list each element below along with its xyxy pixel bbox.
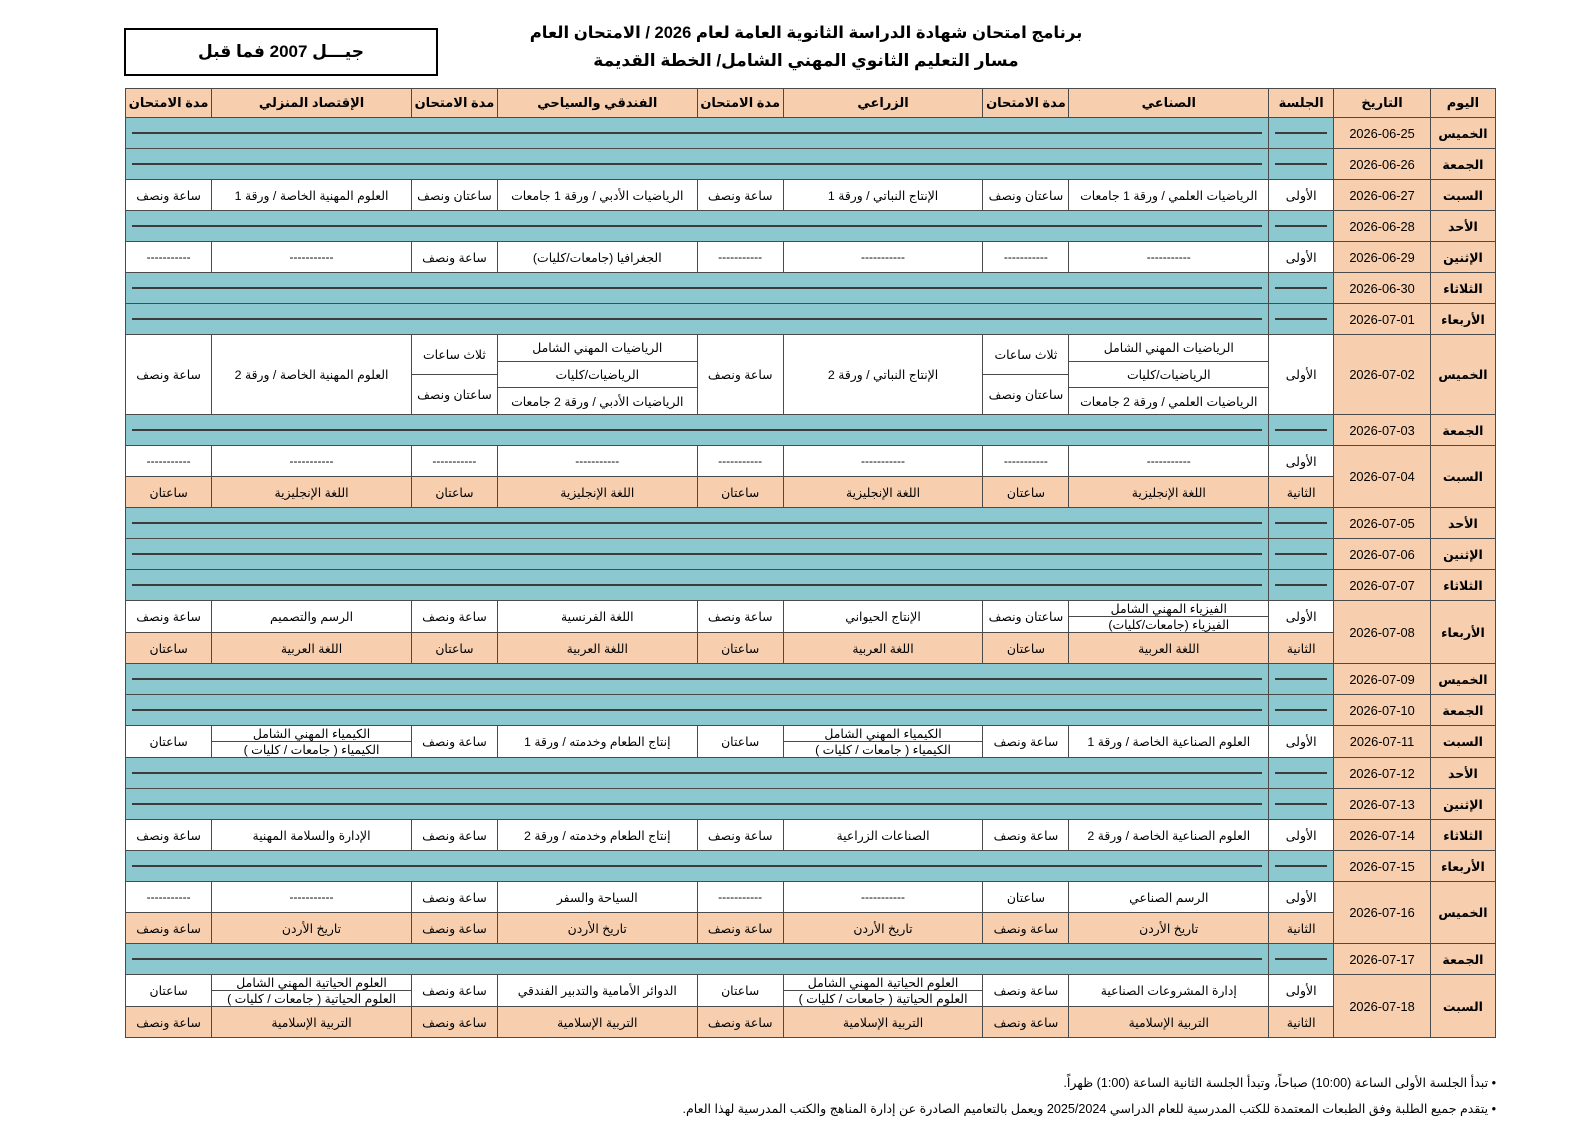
- row-session: الأولى: [1269, 975, 1334, 1007]
- page-header: [0, 0, 1596, 86]
- row-day: الأحد: [1430, 211, 1495, 242]
- row-day: الخميس: [1430, 118, 1495, 149]
- cell-agricultural-duration: ساعة ونصف: [697, 180, 783, 211]
- cell-hotel-duration: ساعة ونصف: [411, 242, 497, 273]
- table-row: [126, 944, 1496, 975]
- cell-industrial-subject-line-3: الرياضيات العلمي / ورقة 2 جامعات: [1080, 394, 1258, 409]
- cell-agricultural-subject: [783, 975, 983, 1007]
- cell-hotel-duration: ساعة ونصف: [411, 820, 497, 851]
- cell-hotel-duration: ساعة ونصف: [411, 913, 497, 944]
- row-session: الأولى: [1269, 882, 1334, 913]
- cell-industrial-subject: إدارة المشروعات الصناعية: [1069, 975, 1269, 1007]
- cell-agricultural-subject: الإنتاج الحيواني: [783, 601, 983, 633]
- cell-agricultural-subject: -----------: [783, 882, 983, 913]
- cell-agricultural-duration: -----------: [697, 882, 783, 913]
- row-day: السبت: [1430, 726, 1495, 758]
- cell-industrial-subject: [1069, 335, 1269, 415]
- row-day: الإثنين: [1430, 789, 1495, 820]
- row-date: 2026-06-26: [1334, 149, 1431, 180]
- col-industrial-duration: مدة الامتحان: [983, 89, 1069, 118]
- row-session: الثانية: [1269, 477, 1334, 508]
- cell-industrial-duration: ساعة ونصف: [983, 975, 1069, 1007]
- col-session: الجلسة: [1269, 89, 1334, 118]
- cell-industrial-duration: ساعتان ونصف: [983, 180, 1069, 211]
- cell-hotel-subject-line-1: الرياضيات المهني الشامل: [498, 335, 697, 362]
- row-date: 2026-07-01: [1334, 304, 1431, 335]
- cell-industrial-subject: الرياضيات العلمي / ورقة 1 جامعات: [1069, 180, 1269, 211]
- cell-home-economics-subject: العلوم المهنية الخاصة / ورقة 1: [212, 180, 412, 211]
- row-session: الثانية: [1269, 913, 1334, 944]
- cell-industrial-subject: اللغة الإنجليزية: [1069, 477, 1269, 508]
- col-hotel: الفندقي والسياحي: [497, 89, 697, 118]
- cell-industrial-subject: -----------: [1069, 242, 1269, 273]
- cell-home-economics-duration: ساعتان: [126, 633, 212, 664]
- cell-industrial-duration-line-1: ثلاث ساعات: [983, 335, 1068, 375]
- row-date: 2026-07-04: [1334, 446, 1431, 508]
- row-date: 2026-07-15: [1334, 851, 1431, 882]
- row-day: الخميس: [1430, 882, 1495, 944]
- table-row: [126, 477, 1496, 508]
- cell-home-economics-subject: [212, 975, 412, 1007]
- cell-agricultural-duration: ساعة ونصف: [697, 1007, 783, 1038]
- row-day: الجمعة: [1430, 415, 1495, 446]
- table-row: [126, 304, 1496, 335]
- cell-agricultural-duration: ساعة ونصف: [697, 913, 783, 944]
- cell-hotel-duration: ساعتان ونصف: [411, 180, 497, 211]
- row-day: الجمعة: [1430, 944, 1495, 975]
- table-row: [126, 1007, 1496, 1038]
- row-date: 2026-07-11: [1334, 726, 1431, 758]
- cell-agricultural-subject-line-1: الكيمياء المهني الشامل: [784, 726, 983, 742]
- cell-home-economics-duration: ساعة ونصف: [126, 335, 212, 415]
- cell-agricultural-duration: ساعتان: [697, 726, 783, 758]
- row-day: الأربعاء: [1430, 601, 1495, 664]
- blank-session: [1269, 118, 1334, 149]
- cell-industrial-duration: [983, 335, 1069, 415]
- table-row: [126, 415, 1496, 446]
- cell-industrial-subject: العلوم الصناعية الخاصة / ورقة 2: [1069, 820, 1269, 851]
- cell-agricultural-subject: الإنتاج النباتي / ورقة 2: [783, 335, 983, 415]
- table-row: [126, 335, 1496, 415]
- blank-subjects: [126, 944, 1269, 975]
- blank-session: [1269, 273, 1334, 304]
- row-day: الخميس: [1430, 664, 1495, 695]
- blank-session: [1269, 149, 1334, 180]
- cell-industrial-subject: [1069, 601, 1269, 633]
- row-day: الأحد: [1430, 758, 1495, 789]
- row-day: الإثنين: [1430, 539, 1495, 570]
- cell-industrial-duration: ساعة ونصف: [983, 820, 1069, 851]
- cell-agricultural-subject-line-2: العلوم الحياتية ( جامعات / كليات ): [798, 992, 968, 1006]
- cell-home-economics-duration: -----------: [126, 882, 212, 913]
- table-row: [126, 273, 1496, 304]
- cell-hotel-duration: ساعة ونصف: [411, 726, 497, 758]
- cell-agricultural-duration: ساعة ونصف: [697, 335, 783, 415]
- row-date: 2026-06-28: [1334, 211, 1431, 242]
- cell-home-economics-subject: -----------: [212, 882, 412, 913]
- cell-hotel-subject: الرياضيات الأدبي / ورقة 1 جامعات: [497, 180, 697, 211]
- cell-agricultural-subject: اللغة الإنجليزية: [783, 477, 983, 508]
- row-session: الأولى: [1269, 446, 1334, 477]
- table-header-row: [126, 89, 1496, 118]
- row-date: 2026-07-16: [1334, 882, 1431, 944]
- col-day: اليوم: [1430, 89, 1495, 118]
- blank-subjects: [126, 758, 1269, 789]
- row-day: الثلاثاء: [1430, 820, 1495, 851]
- cell-home-economics-duration: ساعتان: [126, 726, 212, 758]
- col-date: التاريخ: [1334, 89, 1431, 118]
- cell-industrial-duration-line-2: ساعتان ونصف: [988, 388, 1064, 402]
- cell-hotel-duration: ساعتان: [411, 633, 497, 664]
- cell-agricultural-subject-line-1: العلوم الحياتية المهني الشامل: [784, 975, 983, 991]
- cell-home-economics-subject-line-1: الكيمياء المهني الشامل: [212, 726, 411, 742]
- cell-hotel-subject: التربية الإسلامية: [497, 1007, 697, 1038]
- blank-subjects: [126, 118, 1269, 149]
- schedule-table-wrap: [125, 88, 1496, 1038]
- table-row: [126, 820, 1496, 851]
- row-day: السبت: [1430, 975, 1495, 1038]
- cell-home-economics-duration: ساعة ونصف: [126, 1007, 212, 1038]
- blank-session: [1269, 508, 1334, 539]
- cell-agricultural-subject-line-2: الكيمياء ( جامعات / كليات ): [815, 743, 951, 757]
- cell-industrial-subject: العلوم الصناعية الخاصة / ورقة 1: [1069, 726, 1269, 758]
- cell-home-economics-subject-line-2: العلوم الحياتية ( جامعات / كليات ): [227, 992, 397, 1006]
- table-row: [126, 180, 1496, 211]
- cell-industrial-subject: -----------: [1069, 446, 1269, 477]
- blank-subjects: [126, 851, 1269, 882]
- row-day: الثلاثاء: [1430, 570, 1495, 601]
- cell-agricultural-subject: -----------: [783, 242, 983, 273]
- cell-hotel-subject: السياحة والسفر: [497, 882, 697, 913]
- cell-hotel-duration-line-2: ساعتان ونصف: [417, 388, 492, 402]
- blank-subjects: [126, 415, 1269, 446]
- table-row: [126, 664, 1496, 695]
- cell-industrial-duration: ساعتان: [983, 477, 1069, 508]
- cell-industrial-subject: الرسم الصناعي: [1069, 882, 1269, 913]
- cell-hotel-duration: [411, 335, 497, 415]
- footer-notes: [125, 1070, 1496, 1122]
- row-session: الثانية: [1269, 633, 1334, 664]
- cell-industrial-duration: ساعتان: [983, 633, 1069, 664]
- cell-hotel-subject: اللغة الإنجليزية: [497, 477, 697, 508]
- page-title: برنامج امتحان شهادة الدراسة الثانوية العامة لعام 2026 / الامتحان العام: [529, 24, 1083, 42]
- blank-session: [1269, 695, 1334, 726]
- cell-home-economics-duration: ساعتان: [126, 975, 212, 1007]
- row-day: الأربعاء: [1430, 304, 1495, 335]
- row-date: 2026-07-03: [1334, 415, 1431, 446]
- cell-hotel-duration: ساعتان: [411, 477, 497, 508]
- row-date: 2026-07-02: [1334, 335, 1431, 415]
- note-2: • يتقدم جميع الطلبة وفق الطبعات المعتمدة للكتب المدرسية للعام الدراسي 2025/2024 ويعمل بالتعاميم الصادرة عن إدارة المناهج والكتب المدرسية لهذا العام.: [682, 1102, 1496, 1116]
- blank-session: [1269, 211, 1334, 242]
- blank-session: [1269, 664, 1334, 695]
- col-agricultural: الزراعي: [783, 89, 983, 118]
- table-row: [126, 149, 1496, 180]
- row-date: 2026-06-30: [1334, 273, 1431, 304]
- cell-hotel-duration: ساعة ونصف: [411, 882, 497, 913]
- blank-session: [1269, 851, 1334, 882]
- cell-home-economics-subject: اللغة العربية: [212, 633, 412, 664]
- blank-subjects: [126, 508, 1269, 539]
- cell-hotel-duration: ساعة ونصف: [411, 1007, 497, 1038]
- cell-home-economics-duration: -----------: [126, 242, 212, 273]
- row-date: 2026-06-29: [1334, 242, 1431, 273]
- cell-agricultural-duration: -----------: [697, 446, 783, 477]
- row-date: 2026-06-27: [1334, 180, 1431, 211]
- cell-agricultural-duration: ساعتان: [697, 477, 783, 508]
- row-session: الأولى: [1269, 601, 1334, 633]
- cell-agricultural-subject: الصناعات الزراعية: [783, 820, 983, 851]
- row-date: 2026-07-10: [1334, 695, 1431, 726]
- col-industrial: الصناعي: [1069, 89, 1269, 118]
- blank-session: [1269, 944, 1334, 975]
- table-row: [126, 601, 1496, 633]
- blank-session: [1269, 789, 1334, 820]
- blank-session: [1269, 758, 1334, 789]
- schedule-table: [125, 88, 1496, 1038]
- blank-session: [1269, 570, 1334, 601]
- blank-subjects: [126, 273, 1269, 304]
- blank-subjects: [126, 789, 1269, 820]
- cell-home-economics-subject: -----------: [212, 242, 412, 273]
- cell-industrial-subject-line-2: الرياضيات/كليات: [1069, 362, 1268, 389]
- row-session: الأولى: [1269, 180, 1334, 211]
- row-date: 2026-07-17: [1334, 944, 1431, 975]
- table-row: [126, 570, 1496, 601]
- cell-home-economics-subject: [212, 726, 412, 758]
- cell-home-economics-subject: اللغة الإنجليزية: [212, 477, 412, 508]
- cell-industrial-subject: التربية الإسلامية: [1069, 1007, 1269, 1038]
- cell-hotel-subject: الدوائر الأمامية والتدبير الفندقي: [497, 975, 697, 1007]
- cell-home-economics-duration: ساعة ونصف: [126, 601, 212, 633]
- blank-subjects: [126, 570, 1269, 601]
- blank-session: [1269, 539, 1334, 570]
- cell-agricultural-subject: تاريخ الأردن: [783, 913, 983, 944]
- row-day: الخميس: [1430, 335, 1495, 415]
- cell-hotel-subject: [497, 335, 697, 415]
- blank-subjects: [126, 539, 1269, 570]
- generation-box: جيـــل 2007 فما قبل: [124, 28, 438, 76]
- cell-industrial-subject-line-1: الرياضيات المهني الشامل: [1069, 335, 1268, 362]
- col-agricultural-duration: مدة الامتحان: [697, 89, 783, 118]
- cell-industrial-duration: ساعتان ونصف: [983, 601, 1069, 633]
- row-session: الأولى: [1269, 242, 1334, 273]
- table-row: [126, 851, 1496, 882]
- cell-industrial-duration: ساعة ونصف: [983, 913, 1069, 944]
- cell-home-economics-duration: ساعة ونصف: [126, 913, 212, 944]
- row-session: الأولى: [1269, 726, 1334, 758]
- cell-hotel-subject: اللغة الفرنسية: [497, 601, 697, 633]
- table-row: [126, 882, 1496, 913]
- cell-hotel-subject-line-2: الرياضيات/كليات: [498, 362, 697, 389]
- table-row: [126, 539, 1496, 570]
- cell-home-economics-subject-line-1: العلوم الحياتية المهني الشامل: [212, 975, 411, 991]
- table-row: [126, 508, 1496, 539]
- page-subtitle: مسار التعليم الثانوي المهني الشامل/ الخطة القديمة: [593, 51, 1019, 70]
- cell-home-economics-subject: الرسم والتصميم: [212, 601, 412, 633]
- row-day: الأربعاء: [1430, 851, 1495, 882]
- table-row: [126, 242, 1496, 273]
- cell-agricultural-duration: ساعتان: [697, 633, 783, 664]
- cell-industrial-duration: -----------: [983, 446, 1069, 477]
- cell-home-economics-subject: الإدارة والسلامة المهنية: [212, 820, 412, 851]
- blank-subjects: [126, 211, 1269, 242]
- cell-home-economics-duration: -----------: [126, 446, 212, 477]
- col-home-economics-duration: مدة الامتحان: [126, 89, 212, 118]
- cell-hotel-duration: ساعة ونصف: [411, 601, 497, 633]
- row-date: 2026-07-05: [1334, 508, 1431, 539]
- cell-home-economics-duration: ساعة ونصف: [126, 180, 212, 211]
- cell-agricultural-duration: ساعة ونصف: [697, 820, 783, 851]
- cell-industrial-subject: تاريخ الأردن: [1069, 913, 1269, 944]
- row-date: 2026-07-12: [1334, 758, 1431, 789]
- blank-subjects: [126, 695, 1269, 726]
- table-row: [126, 758, 1496, 789]
- cell-industrial-duration: -----------: [983, 242, 1069, 273]
- row-day: الإثنين: [1430, 242, 1495, 273]
- row-date: 2026-07-06: [1334, 539, 1431, 570]
- col-hotel-duration: مدة الامتحان: [411, 89, 497, 118]
- cell-industrial-duration: ساعة ونصف: [983, 1007, 1069, 1038]
- row-date: 2026-07-13: [1334, 789, 1431, 820]
- table-row: [126, 789, 1496, 820]
- cell-home-economics-subject: التربية الإسلامية: [212, 1007, 412, 1038]
- cell-industrial-duration: ساعة ونصف: [983, 726, 1069, 758]
- cell-hotel-subject: إنتاج الطعام وخدمته / ورقة 2: [497, 820, 697, 851]
- cell-industrial-subject-line-1: الفيزياء المهني الشامل: [1069, 601, 1268, 617]
- row-day: الثلاثاء: [1430, 273, 1495, 304]
- cell-industrial-duration: ساعتان: [983, 882, 1069, 913]
- cell-hotel-subject: -----------: [497, 446, 697, 477]
- row-day: الجمعة: [1430, 695, 1495, 726]
- cell-hotel-subject: الجغرافيا (جامعات/كليات): [497, 242, 697, 273]
- row-date: 2026-07-18: [1334, 975, 1431, 1038]
- table-row: [126, 975, 1496, 1007]
- table-row: [126, 695, 1496, 726]
- table-row: [126, 118, 1496, 149]
- table-row: [126, 726, 1496, 758]
- row-session: الأولى: [1269, 335, 1334, 415]
- row-date: 2026-07-08: [1334, 601, 1431, 664]
- cell-hotel-duration: -----------: [411, 446, 497, 477]
- cell-hotel-subject: اللغة العربية: [497, 633, 697, 664]
- blank-subjects: [126, 664, 1269, 695]
- cell-hotel-subject: تاريخ الأردن: [497, 913, 697, 944]
- cell-hotel-duration: ساعة ونصف: [411, 975, 497, 1007]
- cell-hotel-subject-line-3: الرياضيات الأدبي / ورقة 2 جامعات: [511, 394, 684, 409]
- blank-session: [1269, 415, 1334, 446]
- cell-home-economics-duration: ساعة ونصف: [126, 820, 212, 851]
- row-session: الأولى: [1269, 820, 1334, 851]
- row-day: الجمعة: [1430, 149, 1495, 180]
- cell-agricultural-duration: ساعتان: [697, 975, 783, 1007]
- row-date: 2026-06-25: [1334, 118, 1431, 149]
- cell-hotel-subject: إنتاج الطعام وخدمته / ورقة 1: [497, 726, 697, 758]
- blank-subjects: [126, 304, 1269, 335]
- blank-session: [1269, 304, 1334, 335]
- cell-agricultural-subject: [783, 726, 983, 758]
- note-1: • تبدأ الجلسة الأولى الساعة (10:00) صباحاً، وتبدأ الجلسة الثانية الساعة (1:00) ظهراً.: [1063, 1076, 1496, 1090]
- row-date: 2026-07-09: [1334, 664, 1431, 695]
- cell-hotel-duration-line-1: ثلاث ساعات: [412, 335, 497, 375]
- cell-agricultural-duration: ساعة ونصف: [697, 601, 783, 633]
- row-day: السبت: [1430, 180, 1495, 211]
- cell-home-economics-subject: -----------: [212, 446, 412, 477]
- cell-home-economics-subject-line-2: الكيمياء ( جامعات / كليات ): [243, 743, 380, 757]
- cell-agricultural-subject: -----------: [783, 446, 983, 477]
- col-home-economics: الإقتصاد المنزلي: [212, 89, 412, 118]
- cell-home-economics-duration: ساعتان: [126, 477, 212, 508]
- title-block: [446, 20, 1166, 76]
- row-session: الثانية: [1269, 1007, 1334, 1038]
- cell-home-economics-subject: تاريخ الأردن: [212, 913, 412, 944]
- row-date: 2026-07-14: [1334, 820, 1431, 851]
- cell-agricultural-subject: التربية الإسلامية: [783, 1007, 983, 1038]
- row-day: الأحد: [1430, 508, 1495, 539]
- cell-industrial-subject-line-2: الفيزياء (جامعات/كليات): [1108, 618, 1230, 632]
- cell-home-economics-subject: العلوم المهنية الخاصة / ورقة 2: [212, 335, 412, 415]
- blank-subjects: [126, 149, 1269, 180]
- cell-agricultural-subject: اللغة العربية: [783, 633, 983, 664]
- schedule-table-body: [126, 118, 1496, 1038]
- cell-agricultural-subject: الإنتاج النباتي / ورقة 1: [783, 180, 983, 211]
- row-date: 2026-07-07: [1334, 570, 1431, 601]
- table-row: [126, 211, 1496, 242]
- table-row: [126, 633, 1496, 664]
- table-row: [126, 446, 1496, 477]
- row-day: السبت: [1430, 446, 1495, 508]
- cell-agricultural-duration: -----------: [697, 242, 783, 273]
- table-row: [126, 913, 1496, 944]
- cell-industrial-subject: اللغة العربية: [1069, 633, 1269, 664]
